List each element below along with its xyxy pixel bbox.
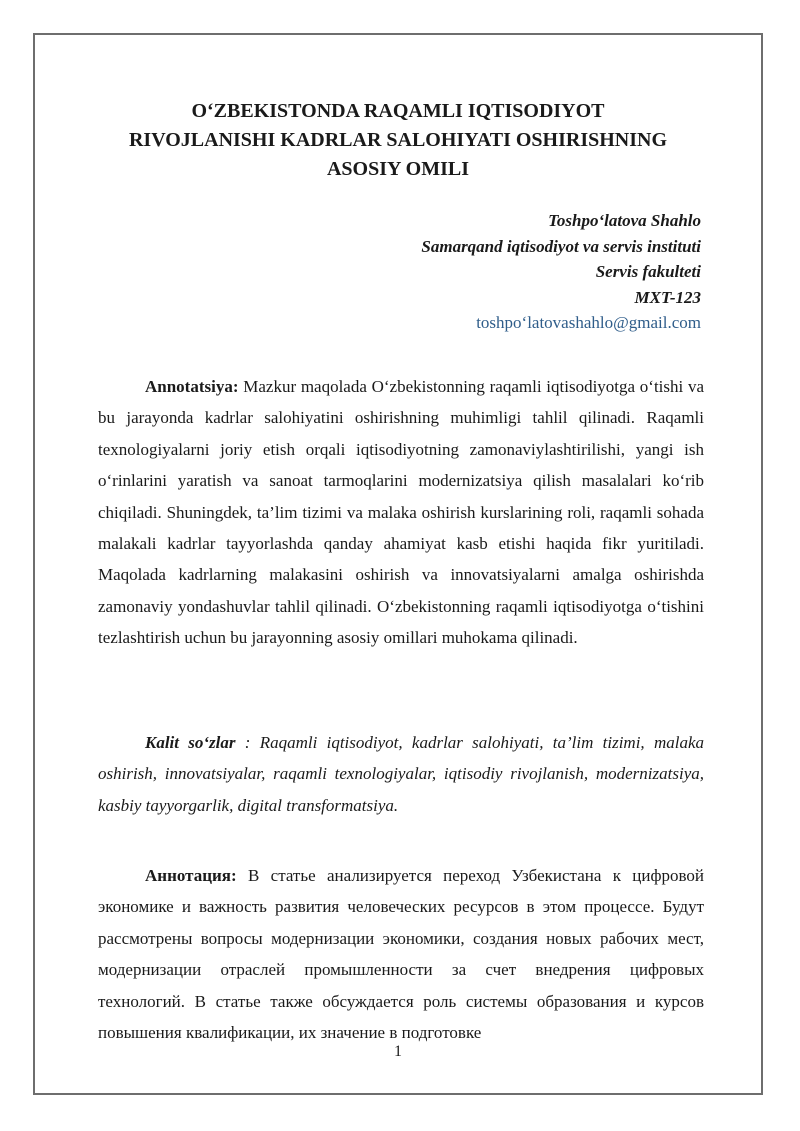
page-number: 1 — [394, 1043, 402, 1060]
keywords-paragraph — [98, 727, 704, 821]
title-line-1: O‘ZBEKISTONDA RAQAMLI IQTISODIYOT — [191, 100, 605, 122]
document-page — [33, 33, 763, 1095]
annotation-uz-label: Annotatsiya: — [145, 377, 239, 396]
author-block — [421, 208, 701, 336]
author-institution: Samarqand iqtisodiyot va servis instituti — [421, 236, 701, 256]
annotation-uz-text: Mazkur maqolada O‘zbekistonning raqamli iqtisodiyotga o‘tishi va bu jarayonda kadrlar salohiyatini oshirishning muhimligi tahlil qilinadi. Raqamli texnologiyalarni joriy etish orqali iqtisodiyotning zamonaviylashtirilishi, yangi ish o‘rinlarini yaratish va sanoat tarmoqlarini modernizatsiya qilish masalalari ko‘rib chiqiladi. Shuningdek, ta’lim tizimi va malaka oshirish kurslarining roli, raqamli sohada malakali kadrlar tayyorlashda qanday ahamiyat kasb etishi haqida fikr yuritiladi. Maqolada kadrlarning malakasini oshirish va innovatsiyalarni amalga oshirishda zamonaviy yondashuvlar tahlil qilinadi. O‘zbekistonning raqamli iqtisodiyotga o‘tishini tezlashtirish uchun bu jarayonning asosiy omillari muhokama qilinadi. — [98, 377, 704, 648]
title-line-3: ASOSIY OMILI — [326, 158, 470, 180]
annotation-uz-paragraph — [98, 371, 704, 654]
author-group: MXT-123 — [634, 287, 701, 307]
author-name: Toshpo‘latova Shahlo — [548, 211, 701, 230]
author-email-link[interactable]: toshpo‘latovashahlo@gmail.com — [476, 313, 701, 332]
annotation-ru-text: В статье анализируется переход Узбекистана к цифровой экономике и важность развития человеческих ресурсов в этом процессе. Будут рассмотрены вопросы модернизации экономики, создания новых рабочих мест, модернизации отраслей промышленности за счет внедрения цифровых технологий. В статье также обсуждается роль системы образования и курсов повышения квалификации, их значение в подготовке — [98, 866, 704, 1043]
title-line-2: RIVOJLANISHI KADRLAR SALOHIYATI OSHIRISHNING — [128, 129, 668, 151]
annotation-ru-paragraph — [98, 860, 704, 1048]
keywords-text: : Raqamli iqtisodiyot, kadrlar salohiyati, ta’lim tizimi, malaka oshirish, innovatsiyalar, raqamli texnologiyalar, iqtisodiy rivojlanish, modernizatsiya, kasbiy tayyorgarlik, digital transformatsiya. — [98, 733, 704, 815]
keywords-label: Kalit so‘zlar — [145, 733, 236, 752]
article-title — [35, 97, 761, 184]
author-faculty: Servis fakulteti — [595, 262, 701, 281]
annotation-ru-label: Аннотация: — [145, 866, 237, 885]
